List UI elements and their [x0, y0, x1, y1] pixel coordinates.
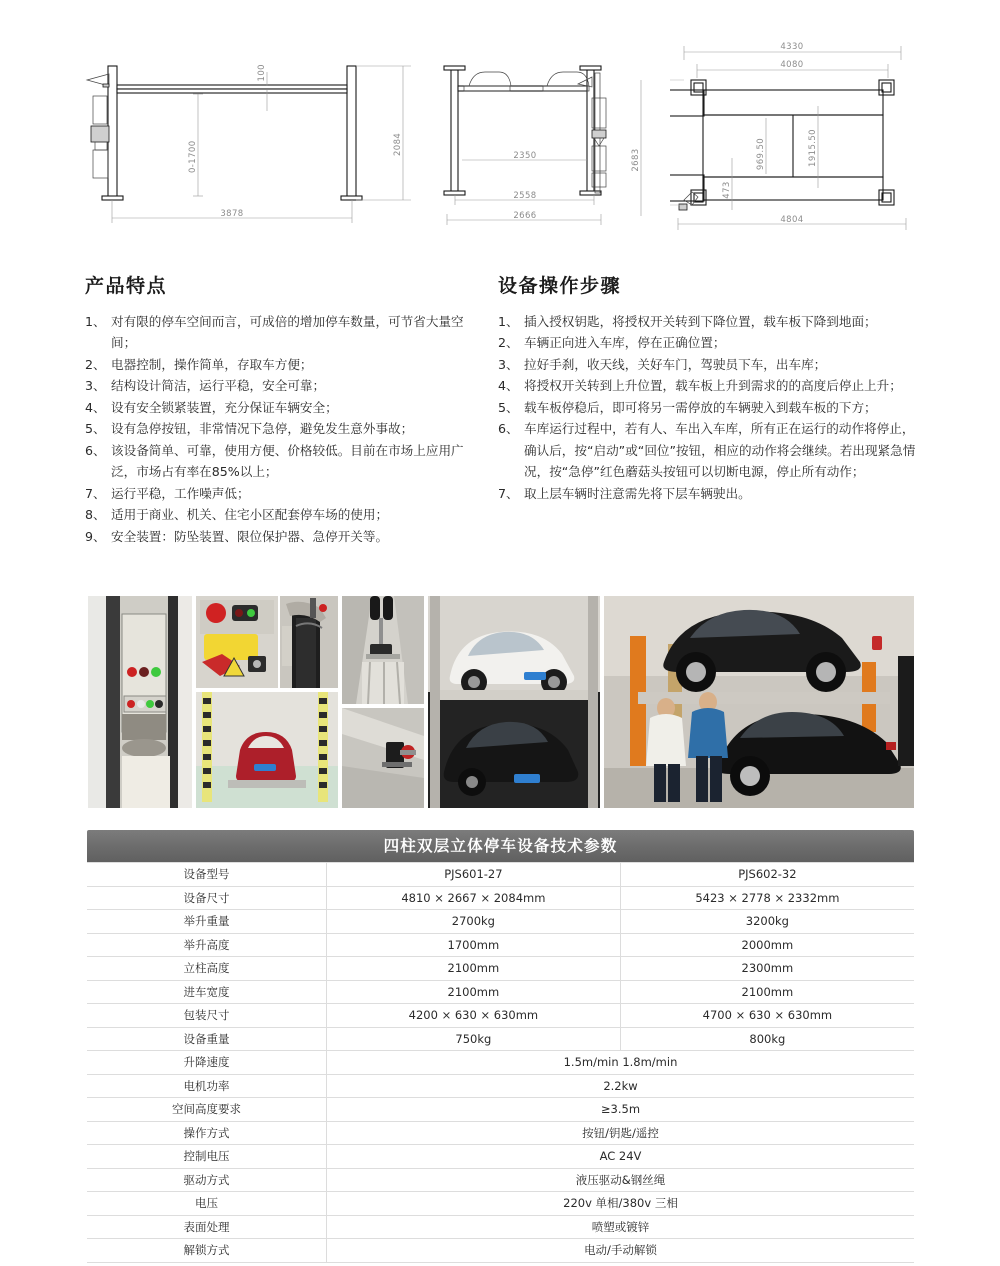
table-cell-value-model-1: 2700kg — [327, 910, 621, 934]
table-cell-label: 表面处理 — [87, 1215, 327, 1239]
list-item-text: 将授权开关转到上升位置，载车板上升到需求的的高度后停止上升； — [524, 378, 902, 394]
table-row — [87, 1168, 914, 1192]
table-cell-label: 驱动方式 — [87, 1168, 327, 1192]
svg-text:2084: 2084 — [393, 132, 403, 156]
table-cell-value-merged: 电动/手动解锁 — [327, 1239, 915, 1263]
list-item-text: 运行平稳，工作噪声低； — [111, 485, 250, 501]
table-cell-value-merged: 液压驱动&钢丝绳 — [327, 1168, 915, 1192]
list-item — [498, 311, 918, 333]
front-elevation-svg — [435, 28, 665, 256]
table-cell-label: 控制电压 — [87, 1145, 327, 1169]
table-cell-label: 升降速度 — [87, 1051, 327, 1075]
photo-buttons-art — [196, 596, 278, 688]
table-cell-value-model-1: 4810 × 2667 × 2084mm — [327, 886, 621, 910]
table-row — [87, 863, 914, 887]
list-item-index: 1、 — [498, 313, 519, 329]
table-cell-value-model-1: 2100mm — [327, 957, 621, 981]
list-item-text: 设有急停按钮，非常情况下急停，避免发生意外事故； — [111, 421, 414, 437]
photo-lock-cylinder — [280, 596, 338, 688]
photo-lock-cylinder-art — [280, 596, 338, 688]
table-row — [87, 957, 914, 981]
table-cell-value-model-2: 2300mm — [620, 957, 914, 981]
photo-gallery — [88, 596, 914, 808]
list-item-index: 4、 — [498, 378, 519, 394]
table-cell-value-merged: AC 24V — [327, 1145, 915, 1169]
table-cell-label: 举升重量 — [87, 910, 327, 934]
svg-text:100: 100 — [257, 64, 267, 82]
list-item-text: 拉好手刹，收天线，关好车门，驾驶员下车，出车库； — [524, 356, 827, 372]
table-cell-label: 电机功率 — [87, 1074, 327, 1098]
table-row — [87, 1051, 914, 1075]
list-item-text: 对有限的停车空间而言，可成倍的增加停车数量，可节省大量空间； — [111, 313, 464, 351]
list-item-text: 车辆正向进入车库，停在正确位置； — [524, 335, 726, 351]
features-list — [85, 311, 465, 548]
table-row — [87, 1215, 914, 1239]
table-cell-value-merged: 喷塑或镀锌 — [327, 1215, 915, 1239]
steps-list — [498, 311, 918, 505]
table-cell-label: 空间高度要求 — [87, 1098, 327, 1122]
list-item-index: 2、 — [498, 335, 519, 351]
list-item-index: 3、 — [85, 378, 106, 394]
table-cell-value-model-1: 1700mm — [327, 933, 621, 957]
list-item-text: 结构设计简洁，运行平稳，安全可靠； — [111, 378, 326, 394]
table-cell-label: 解锁方式 — [87, 1239, 327, 1263]
table-row — [87, 1098, 914, 1122]
list-item-index: 5、 — [498, 399, 519, 415]
photo-showroom-art — [604, 596, 914, 808]
list-item — [85, 311, 465, 354]
list-item-index: 5、 — [85, 421, 106, 437]
svg-text:3878: 3878 — [220, 209, 244, 219]
list-item — [498, 332, 918, 354]
list-item-text: 电器控制，操作简单，存取车方便； — [111, 356, 313, 372]
table-row — [87, 1004, 914, 1028]
list-item — [85, 526, 465, 548]
spec-table-panel — [87, 830, 914, 1263]
list-item-index: 1、 — [85, 313, 106, 329]
table-row — [87, 1239, 914, 1263]
list-item — [85, 483, 465, 505]
list-item — [85, 440, 465, 483]
svg-text:2558: 2558 — [513, 191, 537, 201]
list-item-index: 6、 — [498, 421, 519, 437]
table-row — [87, 1121, 914, 1145]
table-cell-value-merged: 1.5m/min 1.8m/min — [327, 1051, 915, 1075]
list-item-index: 9、 — [85, 528, 106, 544]
table-cell-value-merged: 2.2kw — [327, 1074, 915, 1098]
list-item-index: 8、 — [85, 507, 106, 523]
table-cell-label: 进车宽度 — [87, 980, 327, 1004]
table-cell-label: 操作方式 — [87, 1121, 327, 1145]
table-cell-value-model-1: PJS601-27 — [327, 863, 621, 887]
front-elevation-drawing — [435, 28, 665, 256]
photo-red-car-in-garage — [196, 692, 338, 808]
table-cell-value-model-2: PJS602-32 — [620, 863, 914, 887]
svg-text:2350: 2350 — [513, 151, 537, 161]
list-item-text: 安全装置：防坠装置、限位保护器、急停开关等。 — [111, 528, 389, 544]
table-cell-label: 设备型号 — [87, 863, 327, 887]
svg-text:473: 473 — [722, 181, 732, 199]
list-item-text: 适用于商业、机关、住宅小区配套停车场的使用； — [111, 507, 389, 523]
spec-table — [87, 862, 914, 1263]
photo-control-panel — [88, 596, 192, 808]
list-item — [85, 375, 465, 397]
table-cell-value-model-2: 800kg — [620, 1027, 914, 1051]
table-cell-value-merged: 按钮/钥匙/遥控 — [327, 1121, 915, 1145]
technical-drawings-panel — [85, 28, 915, 256]
table-cell-value-model-2: 3200kg — [620, 910, 914, 934]
svg-text:4080: 4080 — [780, 60, 804, 70]
photo-buttons-accessories — [196, 596, 278, 688]
list-item — [498, 354, 918, 376]
product-features-section — [85, 276, 465, 547]
table-cell-label: 立柱高度 — [87, 957, 327, 981]
table-cell-value-merged: 220v 单相/380v 三相 — [327, 1192, 915, 1216]
svg-text:2666: 2666 — [513, 211, 537, 221]
list-item-index: 3、 — [498, 356, 519, 372]
list-item-text: 载车板停稳后，即可将另一需停放的车辆驶入到载车板的下方； — [524, 399, 877, 415]
table-cell-label: 举升高度 — [87, 933, 327, 957]
table-row — [87, 910, 914, 934]
table-cell-label: 设备尺寸 — [87, 886, 327, 910]
table-cell-value-merged: ≥3.5m — [327, 1098, 915, 1122]
table-cell-value-model-2: 4700 × 630 × 630mm — [620, 1004, 914, 1028]
side-elevation-svg — [85, 28, 425, 256]
operation-steps-section — [498, 276, 918, 504]
list-item-index: 4、 — [85, 399, 106, 415]
features-heading: 产品特点 — [85, 275, 168, 297]
plan-view-drawing — [670, 28, 915, 256]
list-item-text: 车库运行过程中，若有人、车出入车库，所有正在运行的动作将停止，确认后，按“启动”或“回位”按钮，相应的动作将会继续。若出现紧急情况，按“急停”红色蘑菇头按钮可以切断电源，停止所有动作； — [524, 421, 916, 480]
list-item — [498, 397, 918, 419]
list-item — [498, 418, 918, 483]
table-cell-value-model-1: 2100mm — [327, 980, 621, 1004]
list-item — [498, 483, 918, 505]
list-item-text: 设有安全锁紧装置，充分保证车辆安全； — [111, 399, 338, 415]
table-cell-label: 电压 — [87, 1192, 327, 1216]
photo-red-car-art — [196, 692, 338, 808]
list-item — [85, 418, 465, 440]
table-row — [87, 1145, 914, 1169]
photo-showroom-lift — [604, 596, 914, 808]
svg-text:969.50: 969.50 — [756, 137, 766, 171]
spec-table-title: 四柱双层立体停车设备技术参数 — [87, 830, 914, 862]
photo-control-panel-art — [88, 596, 192, 808]
table-cell-value-model-2: 2100mm — [620, 980, 914, 1004]
svg-text:4330: 4330 — [780, 42, 804, 52]
table-cell-value-model-2: 5423 × 2778 × 2332mm — [620, 886, 914, 910]
table-cell-value-model-1: 750kg — [327, 1027, 621, 1051]
photo-safety-latch — [342, 708, 424, 808]
list-item — [85, 504, 465, 526]
photo-two-cars-stacked — [428, 596, 600, 808]
list-item-text: 取上层车辆时注意需先将下层车辆驶出。 — [524, 485, 751, 501]
table-row — [87, 933, 914, 957]
photo-two-cars-art — [428, 596, 600, 808]
photo-guide-rail-top — [342, 596, 424, 704]
svg-text:4804: 4804 — [780, 215, 804, 225]
table-row — [87, 1027, 914, 1051]
list-item-index: 6、 — [85, 442, 106, 458]
list-item-index: 7、 — [498, 485, 519, 501]
table-cell-value-model-1: 4200 × 630 × 630mm — [327, 1004, 621, 1028]
plan-view-svg — [670, 28, 915, 256]
list-item-index: 7、 — [85, 485, 106, 501]
list-item — [85, 397, 465, 419]
table-cell-label: 设备重量 — [87, 1027, 327, 1051]
steps-heading: 设备操作步骤 — [498, 275, 622, 297]
table-cell-value-model-2: 2000mm — [620, 933, 914, 957]
list-item-text: 插入授权钥匙，将授权开关转到下降位置，载车板下降到地面； — [524, 313, 877, 329]
table-row — [87, 1192, 914, 1216]
table-row — [87, 1074, 914, 1098]
table-row — [87, 980, 914, 1004]
list-item-text: 该设备简单、可靠，使用方便、价格较低。目前在市场上应用广泛，市场占有率在85%以上； — [111, 442, 464, 480]
table-cell-label: 包装尺寸 — [87, 1004, 327, 1028]
svg-text:0-1700: 0-1700 — [188, 140, 198, 173]
table-row — [87, 886, 914, 910]
list-item-index: 2、 — [85, 356, 106, 372]
list-item — [498, 375, 918, 397]
svg-text:2683: 2683 — [631, 148, 641, 172]
svg-text:1915.50: 1915.50 — [808, 129, 818, 167]
list-item — [85, 354, 465, 376]
photo-safety-latch-art — [342, 708, 424, 808]
side-elevation-drawing — [85, 28, 425, 256]
photo-guide-rail-art — [342, 596, 424, 704]
